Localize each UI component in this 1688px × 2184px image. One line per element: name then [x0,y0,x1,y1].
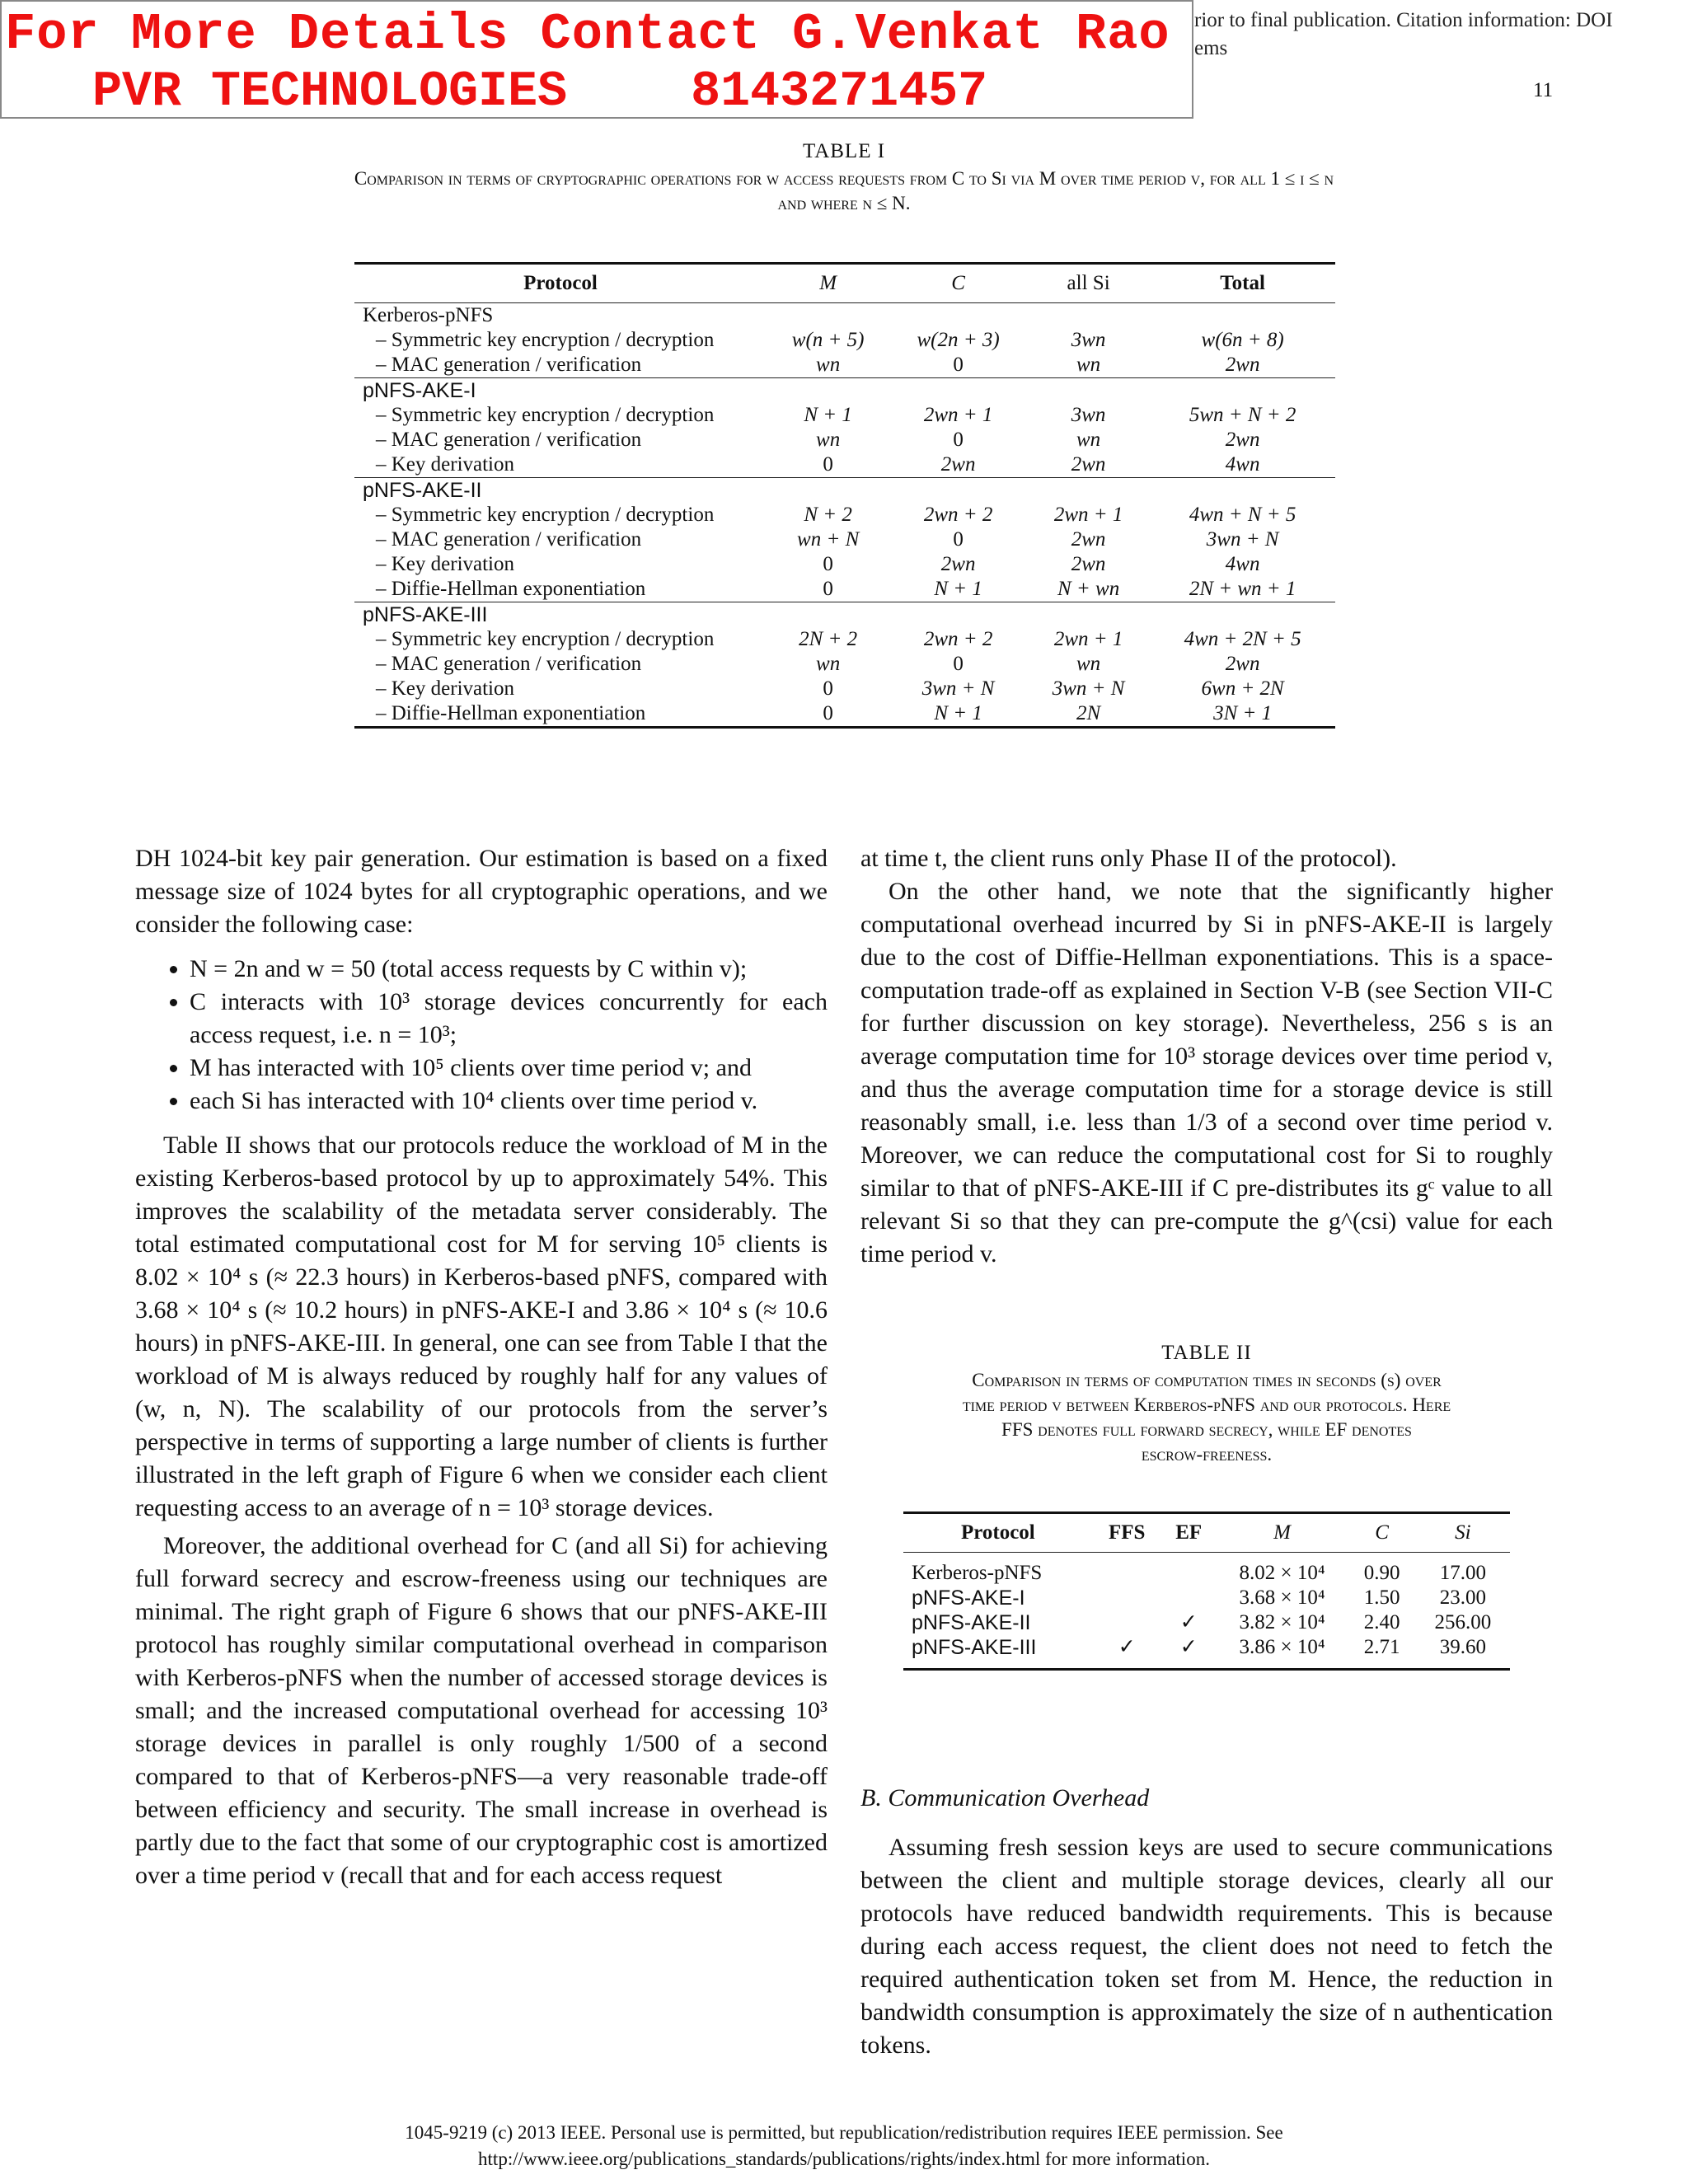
table1 [354,262,1335,729]
table-row [354,552,1335,577]
table-cell: 0 [953,429,964,451]
table-cell: wn [816,354,841,376]
table1-group-name: Kerberos-pNFS [363,304,494,326]
table1-group-name: pNFS-AKE-III [363,603,488,626]
table1-label: TABLE I [802,140,886,162]
table-row [903,1635,1510,1670]
table-cell: 256.00 [1434,1611,1492,1633]
table-cell: 3.68 × 10⁴ [1239,1586,1325,1609]
operation-label: – MAC generation / verification [376,429,642,451]
table-cell: 2N + wn + 1 [1189,578,1296,600]
table-cell: 3wn + N [1206,528,1279,551]
table-cell: 0 [823,553,833,575]
table-cell: 3wn [1071,404,1106,426]
table-cell: 4wn + N + 5 [1189,504,1296,526]
operation-label: – Symmetric key encryption / decryption [376,329,715,351]
list-item: • M has interacted with 10⁵ clients over time period v; and [190,1052,828,1085]
table-cell: 6wn + 2N [1201,677,1284,700]
table-cell: N + 1 [934,702,982,724]
table-cell: 2.71 [1363,1636,1400,1658]
table-cell: 0.90 [1363,1562,1400,1584]
right-para-1: at time t, the client runs only Phase II of the protocol). [860,845,1397,872]
header-line2: ems [1194,37,1228,59]
footer-line1: 1045-9219 (c) 2013 IEEE. Personal use is permitted, but republication/redistribution requires IEEE permission. See [405,2122,1283,2143]
table-cell: wn [1076,429,1101,451]
table-row [903,1610,1510,1635]
table-cell: 3wn [1071,329,1106,351]
table-cell: 2wn [1071,553,1106,575]
table-row [354,452,1335,478]
protocol-name: pNFS-AKE-III [912,1636,1037,1659]
banner-line1: For More Details Contact G.Venkat Rao [5,5,1170,63]
table-cell: 17.00 [1439,1562,1486,1584]
table-cell: 2wn [1071,453,1106,476]
table2-caption [860,1342,1553,1467]
table-cell: wn + N [797,528,860,551]
protocol-name: pNFS-AKE-II [912,1611,1031,1634]
left-para-2: Table II shows that our protocols reduce the workload of M in the existing Kerberos-based protocol by up to approximately 54%. This improves the scalability of the metadata server considerably. The total estimated computational cost for M for serving 10⁵ clients is 8.02 × 10⁴ s (≈ 22.3 hours) in Kerberos-based pNFS, compared with 3.68 × 10⁴ s (≈ 10.2 hours) in pNFS-AKE-I and 3.86 × 10⁴ s (≈ 10.6 hours) in pNFS-AKE-III. In general, one can see from Table I that the workload of M is always reduced by roughly half for any values of (w, n, N). The scalability of our protocols from the server’s perspective in terms of supporting a large number of clients is further illustrated in the left graph of Figure 6 when we consider each client requesting access to an average of n = 10³ storage devices. [135,1132,828,1521]
table1-group-name: pNFS-AKE-II [363,479,482,502]
table-cell: 2wn [1225,653,1260,675]
table-cell: 2.40 [1363,1611,1400,1633]
protocol-name: pNFS-AKE-I [912,1586,1025,1610]
table-cell [1161,1586,1217,1610]
operation-label: – Symmetric key encryption / decryption [376,404,715,426]
right-column [860,842,1553,1271]
table-cell: N + 1 [804,404,852,426]
left-para-1: DH 1024-bit key pair generation. Our estimation is based on a fixed message size of 1024 bytes for all cryptographic operations, and we consider the following case: [135,845,828,938]
list-item: • C interacts with 10³ storage devices concurrently for each access request, i.e. n = 10³; [190,986,828,1052]
table-row [354,527,1335,552]
contact-banner [0,0,1193,119]
operation-label: – Symmetric key encryption / decryption [376,628,715,650]
left-column [135,842,828,1892]
table2-header-ffs: FFS [1109,1521,1146,1544]
banner-line2 [2,64,1172,120]
header-line1: rior to final publication. Citation information: DOI [1194,9,1613,31]
table-cell: 0 [953,653,964,675]
table-row [354,328,1335,353]
table-cell: 39.60 [1439,1636,1486,1658]
table2-label: TABLE II [1161,1342,1252,1364]
table1-header-c: C [951,272,965,294]
table-cell: 4wn [1225,453,1260,476]
table-cell: 8.02 × 10⁴ [1239,1562,1325,1584]
table-cell: wn [816,653,841,675]
table-cell [1161,1553,1217,1586]
table-cell: 5wn + N + 2 [1189,404,1296,426]
list-item: • N = 2n and w = 50 (total access requests by C within v); [190,953,828,986]
table-cell: 0 [823,578,833,600]
table-cell: 2wn [940,453,976,476]
table-cell: 3wn + N [1052,677,1125,700]
section-title: B. Communication Overhead [860,1784,1150,1811]
table1-caption [82,140,1606,216]
table2 [903,1511,1510,1671]
table-cell: 3wn + N [921,677,995,700]
table2-caption-line: escrow-freeness. [1141,1444,1273,1465]
table1-header-m: M [819,272,837,294]
table1-group-row [354,378,1335,404]
table1-header-all-si: all Si [1067,272,1110,294]
table2-header-si: Si [1455,1521,1471,1544]
operation-label: – Diffie-Hellman exponentiation [376,578,646,600]
table-cell: 0 [823,677,833,700]
operation-label: – Key derivation [376,453,515,476]
table-row [354,652,1335,677]
table1-header-protocol: Protocol [523,272,598,294]
table-row [354,353,1335,378]
table2-header-ef: EF [1175,1521,1203,1544]
banner-company: PVR TECHNOLOGIES [92,64,568,120]
table-cell: 2wn + 1 [1053,504,1123,526]
table2-header-c: C [1375,1521,1389,1544]
table-cell: N + wn [1057,578,1120,600]
table-cell: wn [1076,354,1101,376]
table-cell: N + 2 [804,504,852,526]
table-cell: w(n + 5) [791,329,865,351]
table-cell [1093,1553,1161,1586]
table-cell: N + 1 [934,578,982,600]
table-cell: 2wn + 1 [923,404,993,426]
table1-caption-line1: Comparison in terms of cryptographic operations for w access requests from C to Si via M over time period v, for all 1 ≤ i ≤ n [354,168,1334,189]
table-cell: ✓ [1118,1636,1136,1658]
table-cell: wn [816,429,841,451]
operation-label: – MAC generation / verification [376,528,642,551]
table-cell: 0 [823,453,833,476]
page-number: 11 [1533,79,1554,101]
table-cell: 2wn [1225,429,1260,451]
table2-caption-line: Comparison in terms of computation times in seconds (s) over [972,1370,1442,1390]
table2-header-protocol: Protocol [960,1521,1035,1544]
operation-label: – MAC generation / verification [376,354,642,376]
table-cell: 2N + 2 [799,628,858,650]
list-item: • each Si has interacted with 10⁴ clients over time period v. [190,1085,828,1118]
table-cell: 2wn [1071,528,1106,551]
table-cell [1093,1610,1161,1635]
table-cell: w(6n + 8) [1201,329,1284,351]
table2-header-m: M [1273,1521,1291,1544]
table-row [354,677,1335,701]
table1-group-row [354,303,1335,329]
table-cell: 4wn + 2N + 5 [1184,628,1301,650]
assumption-list [135,953,828,1118]
table-cell: wn [1076,653,1101,675]
table-cell: ✓ [1179,1636,1198,1658]
table-cell: 0 [823,702,833,724]
running-header [1194,7,1613,63]
footer-line2: http://www.ieee.org/publications_standards/publications/rights/index.html for more information. [478,2149,1210,2169]
table-cell: 4wn [1225,553,1260,575]
operation-label: – Key derivation [376,553,515,575]
table-cell: 2wn + 1 [1053,628,1123,650]
right-para-2: On the other hand, we note that the significantly higher computational overhead incurred by Si in pNFS-AKE-II is largely due to the cost of Diffie-Hellman exponentiations. This is a space-computation trade-off as explained in Section V-B (see Section VII-C for further discussion on key storage). Nevertheless, 256 s is an average computation time for 10³ storage devices over time period v, and thus the average computation time for a storage device is still reasonably small, i.e. less than 1/3 of a second over time period v. Moreover, we can reduce the computational cost for Si to roughly similar to that of pNFS-AKE-III if C pre-distributes its gᶜ value to all relevant Si so that they can pre-compute the g^(csi) value for each time period v. [860,878,1553,1268]
table-cell: 2wn + 2 [923,628,993,650]
right-column-lower [860,1782,1553,2062]
banner-phone: 8143271457 [691,64,988,120]
table2-caption-line: FFS denotes full forward secrecy, while EF denotes [1001,1419,1412,1440]
table-cell: 3.86 × 10⁴ [1239,1636,1325,1658]
table-row [354,701,1335,728]
table-cell [1093,1586,1161,1610]
table-cell: 3N + 1 [1213,702,1273,724]
table2-caption-line: time period v between Kerberos-pNFS and our protocols. Here [962,1394,1451,1415]
table1-group-row [354,602,1335,628]
table-cell: ✓ [1179,1611,1198,1633]
table1-group-row [354,478,1335,504]
table-cell: w(2n + 3) [917,329,1000,351]
table-cell: 2wn [940,553,976,575]
operation-label: – Symmetric key encryption / decryption [376,504,715,526]
table-cell: 1.50 [1363,1586,1400,1609]
protocol-name: Kerberos-pNFS [912,1562,1043,1584]
left-para-3: Moreover, the additional overhead for C (and all Si) for achieving full forward secrecy and escrow-freeness using our techniques are minimal. The right graph of Figure 6 shows that our pNFS-AKE-III protocol has roughly similar computational overhead in comparison with Kerberos-pNFS when the number of accessed storage devices is small; and the increased computational overhead for accessing 10³ storage devices in parallel is only roughly 1/500 of a second compared to that of Kerberos-pNFS—a very reasonable trade-off between efficiency and security. The small increase in overhead is partly due to the fact that some of our cryptographic cost is amortized over a time period v (recall that and for each access request [135,1532,828,1889]
copyright-footer [0,2120,1688,2172]
table-cell: 0 [953,354,964,376]
right-para-3: Assuming fresh session keys are used to secure communications between the client and multiple storage devices, clearly all our protocols have reduced bandwidth requirements. This is because during each access request, the client does not need to fetch the required authentication token set from M. Hence, the reduction in bandwidth consumption is approximately the size of n authentication tokens. [860,1834,1553,2059]
table-row [354,428,1335,452]
table-row [354,503,1335,527]
table-row [903,1586,1510,1610]
table-row [354,627,1335,652]
table-cell: 23.00 [1439,1586,1486,1609]
table-cell: 2wn [1225,354,1260,376]
table-cell: 0 [953,528,964,551]
table-row [354,577,1335,602]
table-cell: 2N [1076,702,1101,724]
operation-label: – Diffie-Hellman exponentiation [376,702,646,724]
table-cell: 3.82 × 10⁴ [1239,1611,1325,1633]
table-row [903,1553,1510,1586]
operation-label: – MAC generation / verification [376,653,642,675]
table-cell: 2wn + 2 [923,504,993,526]
table1-header-total: Total [1220,272,1265,294]
table1-group-name: pNFS-AKE-I [363,379,476,402]
table1-caption-line2: and where n ≤ N. [777,193,911,213]
table-row [354,403,1335,428]
operation-label: – Key derivation [376,677,515,700]
